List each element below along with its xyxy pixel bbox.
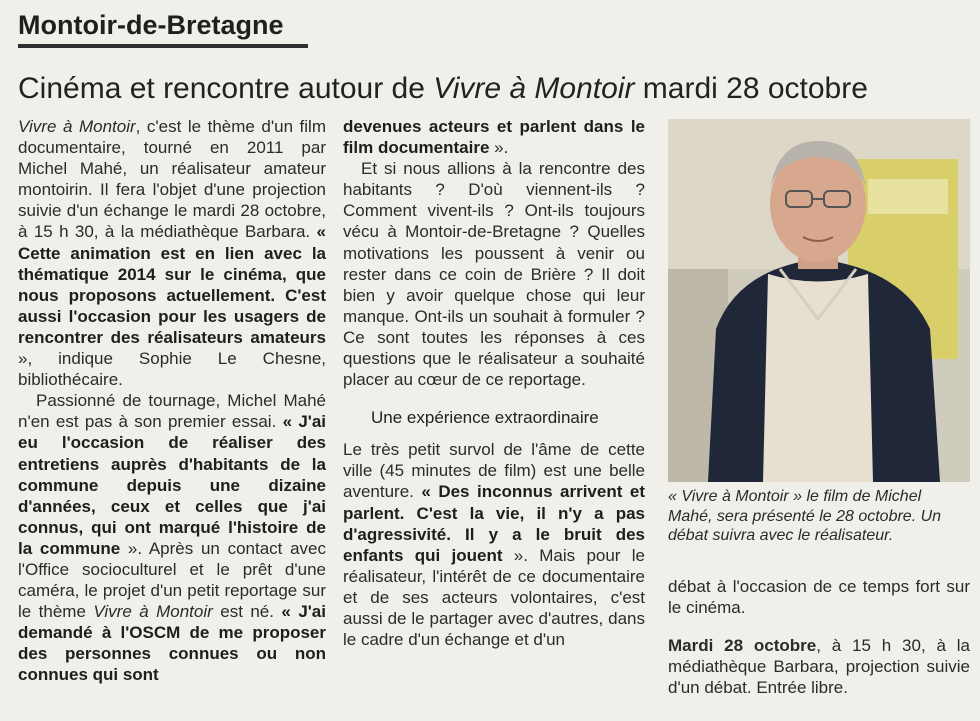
event-info [668,635,970,698]
paragraph-questions: Et si nous allions à la rencontre des habitants ? D'où viennent-ils ? Comment vivent-ils ? Ont-ils toujours vécu à Montoir-de-Bretagne ? Quelles motivations les poussent à venir ou rester dans ce coin de Brière ? Il doit bien y avoir quelque chose qui leur manque. Ont-ils un souhait à formuler ? Ce sont toutes les réponses à ces questions que le réalisateur a souhaité placer au cœur de ce reportage. [343,159,645,390]
headline-italic: Vivre à Montoir [433,72,635,105]
portrait-photo [668,119,970,482]
paragraph-text: ». Après un contact avec l'Office socioculturel et le prêt d'une caméra, le projet d'un petit reportage sur le thème [18,538,326,622]
paragraph-ending: débat à l'occasion de ce temps fort sur le cinéma. [668,577,970,617]
section-rubric [18,8,308,48]
bold-quote: « J'ai eu l'occasion de réaliser des entretiens auprès d'habitants de la commune depuis une dizaine d'années, ceux et celles que j'ai connus, qui ont marqué l'histoire de la commune [18,412,327,558]
paragraph-text: ». Mais pour le réalisateur, l'intérêt de ce documentaire et de ses acteurs volontaires, c'est aussi de le partager avec d'autres, dans le cadre d'un échange et d'un [343,545,645,650]
headline-part1: Cinéma et rencontre autour de [18,72,434,105]
photo-caption: « Vivre à Montoir » le film de Michel Mahé, sera présenté le 28 octobre. Un débat suivra avec le réalisateur. [668,488,942,544]
bold-quote: « Cette animation est en lien avec la thématique 2014 sur le cinéma, que nous proposons actuellement. C'est aussi l'occasion pour les usagers de rencontrer des réalisateurs amateurs [18,222,326,347]
subheading: Une expérience extraordinaire [371,408,599,428]
paragraph-text: est né. [212,602,282,622]
event-details: , à 15 h 30, à la médiathèque Barbara, projection suivie d'un débat. Entrée libre. [668,636,970,697]
event-date: Mardi 28 octobre [668,636,817,655]
paragraph-text: , c'est le thème d'un film documentaire, tourné en 2011 par Michel Mahé, un réalisateur amateur montoirin. Il fera l'objet d'une projection suivie d'un échange le mardi 28 octobre, à 15 h 30, à la médiathèque Barbara. [18,117,326,242]
article-column-2 [343,116,645,650]
paragraph-text: », indique Sophie Le Chesne, bibliothécaire. [18,349,326,390]
inline-italic-title: Vivre à Montoir [18,117,136,136]
paragraph-experience [343,439,645,650]
paragraph-text: Passionné de tournage, Michel Mahé n'en est pas à son premier essai. [18,391,326,432]
inline-italic-title: Vivre à Montoir [93,602,213,622]
rubric-title: Montoir-de-Bretagne [18,10,284,40]
article-column-3 [668,576,970,698]
paragraph-intro [18,116,326,390]
paragraph-text: ». [489,138,509,158]
paragraph-passion [18,390,326,685]
headline-part2: mardi 28 octobre [634,72,868,105]
paragraph-continued [343,116,645,158]
bold-quote: « Des inconnus arrivent et parlent. C'est la vie, il n'y a pas d'agressivité. Il y a le bruit des enfants qui jouent [343,482,645,565]
article-headline [18,72,978,106]
paragraph-text: Le très petit survol de l'âme de cette ville (45 minutes de film) est une belle aventure. [343,440,645,502]
bold-quote: devenues acteurs et parlent dans le film documentaire [343,117,645,158]
portrait-illustration [668,119,970,482]
bold-quote: « J'ai demandé à l'OSCM de me proposer des personnes connues ou non connues qui sont [18,602,326,685]
article-column-1 [18,116,326,686]
